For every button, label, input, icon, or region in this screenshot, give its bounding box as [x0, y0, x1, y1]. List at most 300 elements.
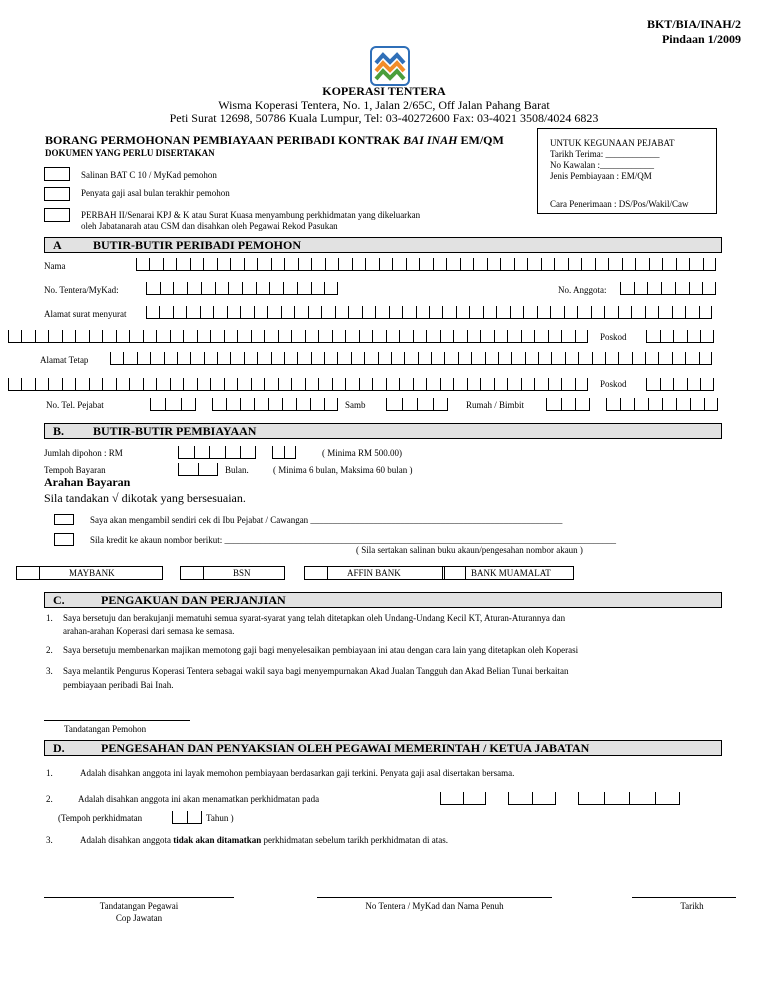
field-cell-divider [359, 378, 360, 390]
bank-checkbox[interactable] [181, 567, 204, 579]
permanent-address-label: Alamat Tetap [40, 355, 89, 365]
field-cell-divider [170, 330, 171, 342]
field-cell-divider [305, 378, 306, 390]
field-cell-divider [463, 792, 464, 804]
field-cell-divider [210, 330, 211, 342]
field-cell-divider [715, 282, 716, 294]
field-cell-divider [655, 792, 656, 804]
officer-signature-line[interactable] [44, 897, 234, 898]
field-cell-divider [225, 446, 226, 458]
field-cell-divider [446, 258, 447, 270]
postcode-field-1[interactable] [646, 330, 714, 343]
field-cell-divider [102, 330, 103, 342]
field-cell-divider [160, 282, 161, 294]
field-cell-divider [116, 378, 117, 390]
field-cell-divider [467, 330, 468, 342]
field-cell-divider [386, 378, 387, 390]
field-cell-divider [685, 306, 686, 318]
service-period-label: (Tempoh perkhidmatan [58, 813, 143, 823]
field-cell-divider [561, 378, 562, 390]
field-cell-divider [631, 306, 632, 318]
field-cell-divider [251, 378, 252, 390]
form-title: BORANG PERMOHONAN PEMBIAYAAN PERIBADI KONTRAK BAI INAH EM/QM [45, 133, 504, 147]
field-cell-divider [413, 330, 414, 342]
field-cell-divider [89, 378, 90, 390]
declaration-num: 3. [46, 666, 53, 676]
field-cell-divider [440, 792, 441, 804]
field-cell-divider [198, 463, 199, 475]
field-cell-divider [178, 463, 179, 475]
end-service-day-field[interactable] [440, 792, 486, 805]
field-cell-divider [364, 352, 365, 364]
army-no-label: No. Tentera/MyKad: [44, 285, 119, 295]
field-cell-divider [391, 352, 392, 364]
field-cell-divider [244, 258, 245, 270]
field-cell-divider [318, 330, 319, 342]
field-cell-divider [291, 330, 292, 342]
service-years-field[interactable] [172, 811, 202, 824]
period-note: ( Minima 6 bulan, Maksima 60 bulan ) [273, 465, 413, 475]
field-cell-divider [230, 352, 231, 364]
mailing-address-label: Alamat surat menyurat [44, 309, 127, 319]
bank-option-maybank[interactable] [16, 566, 163, 580]
applicant-signature-label: Tandatangan Pemohon [64, 724, 147, 734]
field-cell-divider [237, 330, 238, 342]
field-cell-divider [704, 398, 705, 410]
field-cell-divider [224, 330, 225, 342]
field-cell-divider [634, 398, 635, 410]
confirm-num: 1. [46, 768, 53, 778]
bank-label: AFFIN BANK [347, 568, 401, 578]
home-tel-code[interactable] [546, 398, 590, 411]
field-cell-divider [460, 258, 461, 270]
field-cell-divider [284, 352, 285, 364]
bank-option-bsn[interactable] [180, 566, 285, 580]
office-receipt-method: Cara Penerimaan : DS/Pos/Wakil/Caw [550, 199, 689, 209]
bank-checkbox[interactable] [17, 567, 40, 579]
end-service-month-field[interactable] [508, 792, 556, 805]
field-cell-divider [156, 378, 157, 390]
field-cell-divider [548, 378, 549, 390]
field-cell-divider [389, 306, 390, 318]
field-cell-divider [183, 378, 184, 390]
field-cell-divider [471, 352, 472, 364]
section-c-header [44, 592, 722, 608]
field-cell-divider [589, 398, 590, 410]
field-cell-divider [440, 330, 441, 342]
postcode-label-1: Poskod [600, 332, 627, 342]
field-cell-divider [310, 398, 311, 410]
field-cell-divider [362, 306, 363, 318]
field-cell-divider [297, 282, 298, 294]
field-cell-divider [581, 258, 582, 270]
declaration-num: 1. [46, 613, 53, 623]
field-cell-divider [89, 330, 90, 342]
permanent-address-field-1[interactable] [110, 352, 712, 365]
field-cell-divider [324, 398, 325, 410]
bank-checkbox[interactable] [305, 567, 328, 579]
member-no-field[interactable] [620, 282, 716, 295]
field-cell-divider [534, 330, 535, 342]
field-cell-divider [618, 306, 619, 318]
confirm-end-service-text: Adalah disahkan anggota ini akan menamatkan perkhidmatan pada [78, 794, 320, 804]
field-cell-divider [442, 306, 443, 318]
field-cell-divider [447, 398, 448, 410]
field-cell-divider [227, 306, 228, 318]
field-cell-divider [159, 306, 160, 318]
field-cell-divider [634, 282, 635, 294]
field-cell-divider [209, 446, 210, 458]
field-cell-divider [648, 398, 649, 410]
id-name-line[interactable] [317, 897, 552, 898]
field-cell-divider [672, 306, 673, 318]
field-cell-divider [679, 792, 680, 804]
field-cell-divider [467, 378, 468, 390]
field-cell-divider [483, 306, 484, 318]
field-cell-divider [433, 258, 434, 270]
field-cell-divider [272, 446, 273, 458]
office-use-box [537, 128, 717, 214]
field-cell-divider [511, 352, 512, 364]
office-financing-type: Jenis Pembiayaan : EM/QM [550, 171, 652, 181]
field-cell-divider [676, 398, 677, 410]
field-cell-divider [237, 378, 238, 390]
field-cell-divider [525, 352, 526, 364]
field-cell-divider [575, 330, 576, 342]
field-cell-divider [62, 378, 63, 390]
confirm-not-terminated-text: Adalah disahkan anggota tidak akan ditamatkan perkhidmatan sebelum tarikh perkhidmatan di atas. [80, 835, 448, 845]
field-cell-divider [318, 378, 319, 390]
declaration-text: Saya melantik Pengurus Koperasi Tentera sebagai wakil saya bagi menyempurnakan Akad Jualan Tangguh dan Akad Belian Tunai berkaitan [63, 666, 569, 676]
field-cell-divider [662, 398, 663, 410]
field-cell-divider [172, 811, 173, 823]
section-b-header [44, 423, 722, 439]
field-cell-divider [324, 352, 325, 364]
field-cell-divider [551, 352, 552, 364]
field-cell-divider [267, 306, 268, 318]
section-b-title: BUTIR-BUTIR PEMBIAYAAN [93, 424, 257, 438]
section-a-header [44, 237, 722, 253]
field-cell-divider [269, 282, 270, 294]
field-cell-divider [332, 378, 333, 390]
field-cell-divider [254, 398, 255, 410]
period-field[interactable] [178, 463, 218, 476]
declaration-text: Saya bersetuju dan berakujanji mematuhi semua syarat-syarat yang telah ditetapkan oleh Undang-Undang Kecil KT, Aturan-Aturannya dan [63, 613, 566, 623]
field-cell-divider [217, 258, 218, 270]
field-cell-divider [700, 378, 701, 390]
field-cell-divider [521, 330, 522, 342]
field-cell-divider [649, 258, 650, 270]
field-cell-divider [662, 258, 663, 270]
field-cell-divider [284, 446, 285, 458]
field-cell-divider [173, 282, 174, 294]
office-tel-code[interactable] [150, 398, 196, 411]
doc-checkbox-3[interactable] [44, 208, 70, 222]
home-tel-field[interactable] [606, 398, 718, 411]
field-cell-divider [163, 258, 164, 270]
office-file-no: No Kawalan :____________ [550, 160, 654, 170]
section-d-header [44, 740, 722, 756]
field-cell-divider [345, 378, 346, 390]
docs-heading: DOKUMEN YANG PERLU DISERTAKAN [45, 148, 215, 158]
field-cell-divider [156, 330, 157, 342]
field-cell-divider [426, 330, 427, 342]
field-cell-divider [137, 352, 138, 364]
amount-label: Jumlah dipohon : RM [44, 448, 123, 458]
field-cell-divider [480, 378, 481, 390]
field-cell-divider [224, 378, 225, 390]
section-a-letter: A [53, 238, 62, 252]
field-cell-divider [264, 378, 265, 390]
applicant-signature-line[interactable] [44, 720, 190, 721]
field-cell-divider [352, 258, 353, 270]
field-cell-divider [550, 306, 551, 318]
field-cell-divider [658, 306, 659, 318]
field-cell-divider [480, 330, 481, 342]
field-cell-divider [548, 330, 549, 342]
field-cell-divider [555, 792, 556, 804]
field-cell-divider [699, 306, 700, 318]
field-cell-divider [244, 352, 245, 364]
field-cell-divider [170, 378, 171, 390]
field-cell-divider [217, 352, 218, 364]
field-cell-divider [687, 378, 688, 390]
field-cell-divider [587, 330, 588, 342]
field-cell-divider [620, 282, 621, 294]
doc-checkbox-2[interactable] [44, 187, 70, 201]
field-cell-divider [21, 378, 22, 390]
field-cell-divider [197, 330, 198, 342]
field-cell-divider [149, 258, 150, 270]
field-cell-divider [711, 306, 712, 318]
field-cell-divider [8, 378, 9, 390]
field-cell-divider [359, 330, 360, 342]
confirm-num: 3. [46, 835, 53, 845]
ext-label: Samb [345, 400, 366, 410]
field-cell-divider [713, 378, 714, 390]
field-cell-divider [577, 306, 578, 318]
form-code: BKT/BIA/INAH/2 [646, 17, 741, 31]
field-cell-divider [242, 282, 243, 294]
field-cell-divider [230, 258, 231, 270]
field-cell-divider [440, 378, 441, 390]
field-cell-divider [240, 306, 241, 318]
field-cell-divider [647, 282, 648, 294]
postcode-field-2[interactable] [646, 378, 714, 391]
field-cell-divider [514, 258, 515, 270]
field-cell-divider [645, 352, 646, 364]
field-cell-divider [173, 306, 174, 318]
credit-account-option: Sila kredit ke akaun nombor berikut: _______________________________________________________________________________________ [90, 535, 616, 545]
field-cell-divider [689, 282, 690, 294]
permanent-address-field-2[interactable] [8, 378, 588, 391]
mailing-address-field-2[interactable] [8, 330, 588, 343]
field-cell-divider [257, 258, 258, 270]
field-cell-divider [591, 306, 592, 318]
field-cell-divider [711, 352, 712, 364]
form-revision: Pindaan 1/2009 [661, 32, 741, 46]
field-cell-divider [281, 306, 282, 318]
section-c-title: PENGAKUAN DAN PERJANJIAN [101, 593, 286, 607]
field-cell-divider [485, 792, 486, 804]
field-cell-divider [485, 352, 486, 364]
field-cell-divider [348, 306, 349, 318]
field-cell-divider [646, 378, 647, 390]
field-cell-divider [604, 792, 605, 804]
field-cell-divider [618, 352, 619, 364]
field-cell-divider [210, 378, 211, 390]
field-cell-divider [661, 282, 662, 294]
org-address-1: Wisma Koperasi Tentera, No. 1, Jalan 2/65C, Off Jalan Pahang Barat [218, 98, 550, 112]
home-mobile-label: Rumah / Bimbit [466, 400, 525, 410]
field-cell-divider [177, 352, 178, 364]
date-line[interactable] [632, 897, 736, 898]
field-cell-divider [75, 378, 76, 390]
office-tel-field[interactable] [212, 398, 338, 411]
field-cell-divider [165, 398, 166, 410]
field-cell-divider [129, 330, 130, 342]
declaration-text: Saya bersetuju membenarkan majikan memotong gaji bagi menyelesaikan pembiayaan ini atau dengan cara lain yang ditetapkan oleh Koperasi [63, 645, 579, 655]
field-cell-divider [48, 330, 49, 342]
field-cell-divider [150, 398, 151, 410]
field-cell-divider [592, 352, 593, 364]
section-a-title: BUTIR-BUTIR PERIBADI PEMOHON [93, 238, 302, 252]
field-cell-divider [527, 258, 528, 270]
field-cell-divider [187, 811, 188, 823]
field-cell-divider [283, 282, 284, 294]
field-cell-divider [200, 306, 201, 318]
field-cell-divider [375, 306, 376, 318]
field-cell-divider [181, 398, 182, 410]
field-cell-divider [402, 398, 403, 410]
office-received-date: Tarikh Terima: ____________ [550, 149, 660, 159]
field-cell-divider [296, 398, 297, 410]
field-cell-divider [386, 398, 387, 410]
field-cell-divider [372, 330, 373, 342]
payment-heading: Arahan Bayaran [44, 475, 131, 489]
field-cell-divider [48, 378, 49, 390]
field-cell-divider [8, 330, 9, 342]
field-cell-divider [444, 352, 445, 364]
field-cell-divider [687, 330, 688, 342]
doc-item-1: Salinan BAT C 10 / MyKad pemohon [81, 170, 217, 180]
field-cell-divider [271, 352, 272, 364]
field-cell-divider [203, 258, 204, 270]
collect-cheque-checkbox[interactable] [54, 514, 74, 525]
field-cell-divider [294, 306, 295, 318]
field-cell-divider [392, 258, 393, 270]
field-cell-divider [426, 378, 427, 390]
mailing-address-field-1[interactable] [146, 306, 712, 319]
field-cell-divider [453, 330, 454, 342]
field-cell-divider [622, 258, 623, 270]
field-cell-divider [532, 792, 533, 804]
field-cell-divider [311, 282, 312, 294]
field-cell-divider [35, 330, 36, 342]
doc-checkbox-1[interactable] [44, 167, 70, 181]
field-cell-divider [190, 258, 191, 270]
field-cell-divider [143, 330, 144, 342]
field-cell-divider [508, 792, 509, 804]
section-c-letter: C. [53, 593, 65, 607]
field-cell-divider [561, 398, 562, 410]
period-label: Tempoh Bayaran [44, 465, 106, 475]
field-cell-divider [146, 306, 147, 318]
field-cell-divider [195, 398, 196, 410]
field-cell-divider [658, 352, 659, 364]
field-cell-divider [217, 463, 218, 475]
army-no-field[interactable] [146, 282, 338, 295]
field-cell-divider [565, 352, 566, 364]
end-service-year-field[interactable] [578, 792, 680, 805]
field-cell-divider [675, 282, 676, 294]
field-cell-divider [689, 258, 690, 270]
field-cell-divider [254, 306, 255, 318]
field-cell-divider [345, 330, 346, 342]
field-cell-divider [534, 378, 535, 390]
field-cell-divider [498, 352, 499, 364]
field-cell-divider [298, 258, 299, 270]
field-cell-divider [190, 352, 191, 364]
field-cell-divider [660, 378, 661, 390]
field-cell-divider [332, 330, 333, 342]
ext-field[interactable] [386, 398, 448, 411]
amount-field[interactable] [178, 446, 256, 459]
doc-item-3: PERBAH II/Senarai KPJ & K atau Surat Kuasa menyambung perkhidmatan yang dikeluarkan [81, 210, 421, 220]
section-d-title: PENGESAHAN DAN PENYAKSIAN OLEH PEGAWAI MEMERINTAH / KETUA JABATAN [101, 741, 590, 755]
field-cell-divider [372, 378, 373, 390]
name-field[interactable] [136, 258, 716, 271]
field-cell-divider [264, 330, 265, 342]
field-cell-divider [685, 352, 686, 364]
amount-cents-field[interactable] [272, 446, 296, 459]
field-cell-divider [458, 352, 459, 364]
bank-option-affin[interactable] [304, 566, 445, 580]
confirm-eligible-text: Adalah disahkan anggota ini layak memohon pembiayaan berdasarkan gaji terkini. Penyata gaji asal disertakan bersama. [80, 768, 515, 778]
field-cell-divider [456, 306, 457, 318]
section-b-letter: B. [53, 424, 65, 438]
field-cell-divider [632, 352, 633, 364]
officer-signature-label: Tandatangan Pegawai [99, 901, 179, 911]
field-cell-divider [507, 330, 508, 342]
field-cell-divider [337, 398, 338, 410]
field-cell-divider [494, 378, 495, 390]
field-cell-divider [379, 258, 380, 270]
bank-option-muamalat[interactable] [442, 566, 574, 580]
field-cell-divider [268, 398, 269, 410]
field-cell-divider [295, 446, 296, 458]
field-cell-divider [717, 398, 718, 410]
office-heading: UNTUK KEGUNAAN PEJABAT [550, 138, 675, 148]
field-cell-divider [325, 258, 326, 270]
field-cell-divider [404, 352, 405, 364]
field-cell-divider [278, 330, 279, 342]
field-cell-divider [473, 258, 474, 270]
field-cell-divider [35, 378, 36, 390]
field-cell-divider [335, 306, 336, 318]
confirm-num: 2. [46, 794, 53, 804]
field-cell-divider [564, 306, 565, 318]
credit-account-checkbox[interactable] [54, 533, 74, 546]
field-cell-divider [197, 378, 198, 390]
field-cell-divider [256, 282, 257, 294]
field-cell-divider [291, 378, 292, 390]
bank-checkbox[interactable] [443, 567, 466, 579]
field-cell-divider [183, 330, 184, 342]
field-cell-divider [521, 378, 522, 390]
field-cell-divider [399, 330, 400, 342]
months-label: Bulan. [225, 465, 249, 475]
